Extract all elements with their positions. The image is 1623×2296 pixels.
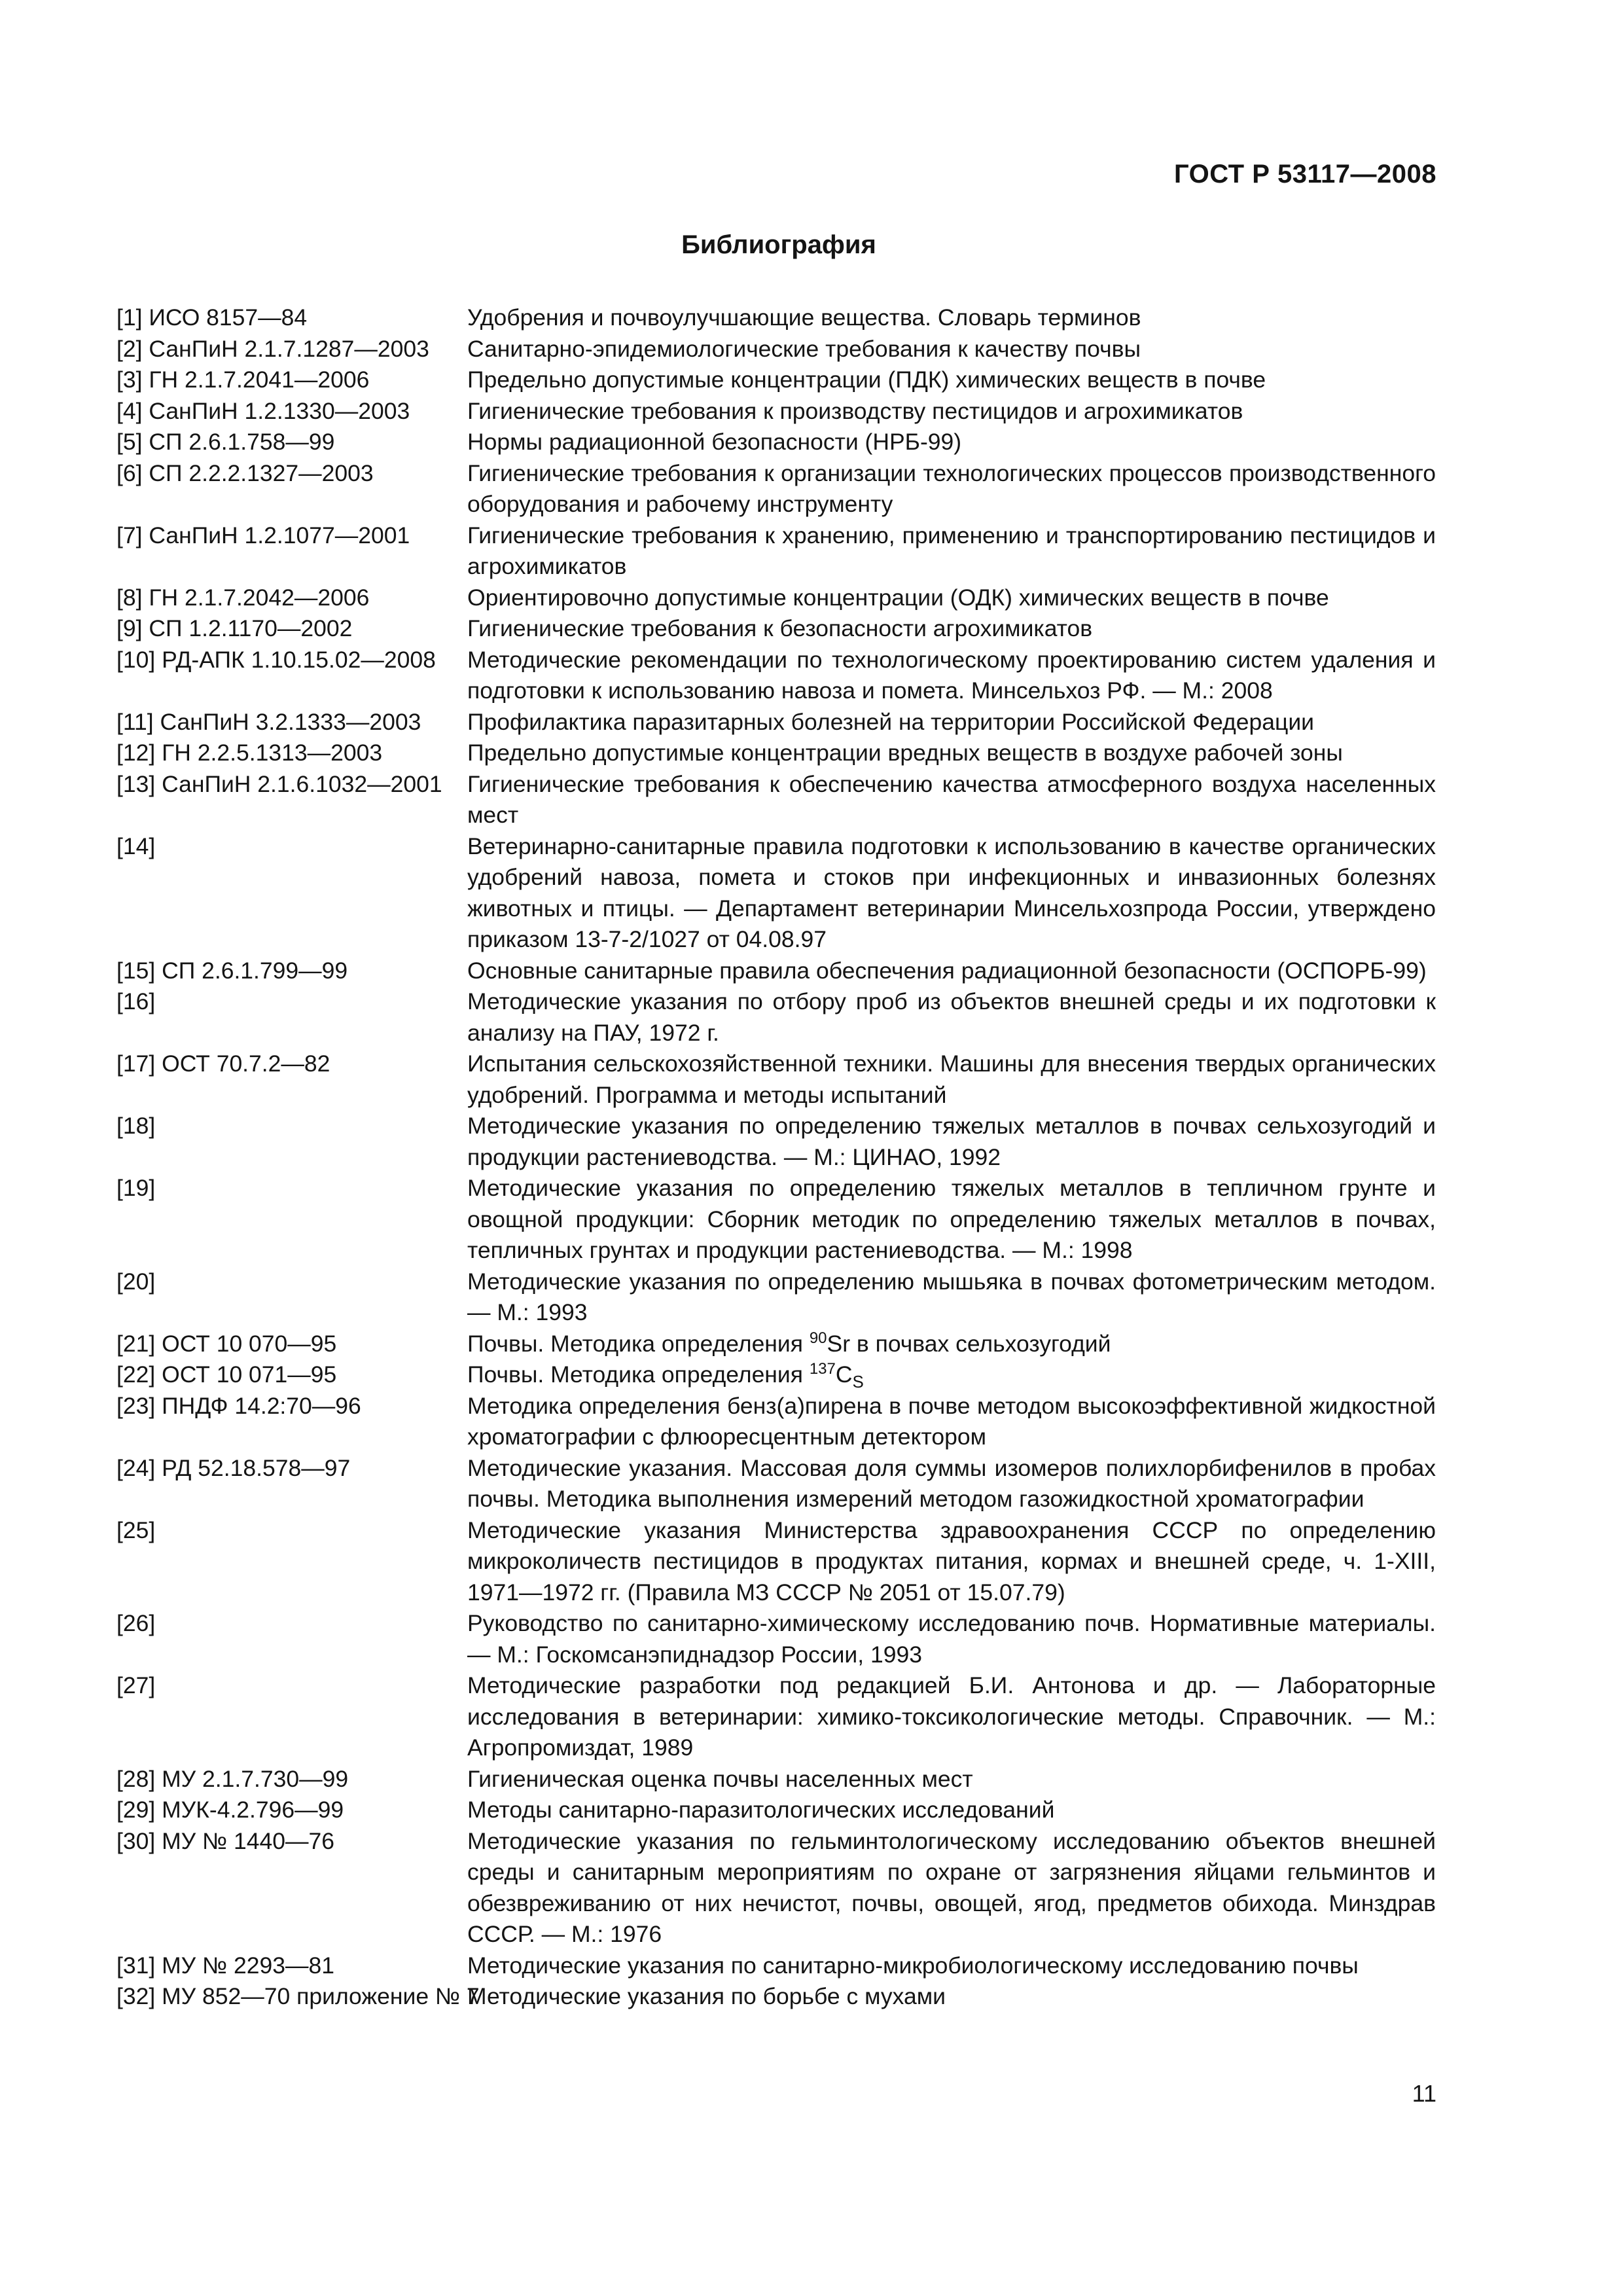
entry-reference: [10] РД-АПК 1.10.15.02—2008: [116, 646, 436, 673]
bibliography-entry: [116, 302, 1436, 334]
entry-reference: [30] МУ № 1440—76: [116, 1827, 334, 1854]
entry-reference: [1] ИСО 8157—84: [116, 304, 308, 331]
bibliography-entry: [116, 956, 1436, 987]
entry-subscript: S: [852, 1372, 864, 1392]
entry-reference: [23] ПНДФ 14.2:70—96: [116, 1392, 361, 1419]
entry-description: Методические указания по санитарно-микробиологическому исследованию почвы: [467, 1952, 1359, 1979]
bibliography-entry: [116, 1515, 1436, 1609]
bibliography-entry: [116, 1950, 1436, 1982]
bibliography-list: [116, 302, 1436, 2013]
bibliography-entry: [116, 1795, 1436, 1826]
bibliography-entry: [116, 396, 1436, 427]
entry-description: Основные санитарные правила обеспечения радиационной безопасности (ОСПОРБ-99): [467, 957, 1427, 984]
entry-description: [467, 1329, 1436, 1360]
bibliography-entry: [116, 1826, 1436, 1950]
bibliography-entry: [116, 1608, 1436, 1670]
entry-description: Профилактика паразитарных болезней на территории Российской Федерации: [467, 708, 1314, 735]
entry-description: Гигиеническая оценка почвы населенных мест: [467, 1765, 973, 1792]
isotope-mass-number: 137: [809, 1360, 836, 1378]
entry-reference: [3] ГН 2.1.7.2041—2006: [116, 367, 370, 393]
entry-reference: [11] СанПиН 3.2.1333—2003: [116, 708, 421, 735]
bibliography-entry: [116, 645, 1436, 707]
entry-reference: [16]: [116, 988, 156, 1014]
entry-text: Почвы. Методика определения: [467, 1361, 810, 1388]
isotope-mass-number: 90: [809, 1329, 827, 1347]
entry-description: Гигиенические требования к безопасности агрохимикатов: [467, 615, 1093, 641]
entry-description: Гигиенические требования к производству пестицидов и агрохимикатов: [467, 397, 1243, 424]
entry-reference: [17] ОСТ 70.7.2—82: [116, 1050, 330, 1077]
bibliography-entry: [116, 458, 1436, 520]
entry-text: C: [835, 1361, 853, 1388]
bibliography-entry: [116, 1173, 1436, 1266]
entry-reference: [24] РД 52.18.578—97: [116, 1454, 351, 1481]
entry-description: [467, 1359, 1436, 1391]
bibliography-entry: [116, 1453, 1436, 1515]
page-number: 11: [1412, 2080, 1436, 2107]
entry-description: Предельно допустимые концентрации (ПДК) химических веществ в почве: [467, 367, 1266, 393]
entry-reference: [28] МУ 2.1.7.730—99: [116, 1765, 349, 1792]
entry-description: Методические указания по борьбе с мухами: [467, 1983, 946, 2009]
entry-reference: [27]: [116, 1672, 156, 1698]
entry-description: Предельно допустимые концентрации вредных веществ в воздухе рабочей зоны: [467, 740, 1343, 766]
entry-description: Методические указания по гельминтологическому исследованию объектов внешней среды и санитарным мероприятиям по охране от загрязнения яйцами гельминтов и обезвреживанию от них нечистот, почвы, овощей, ягод, предметов обихода. Минздрав СССР. — М.: 1976: [467, 1827, 1436, 1947]
bibliography-entry: [116, 1111, 1436, 1173]
entry-reference: [7] СанПиН 1.2.1077—2001: [116, 522, 410, 548]
bibliography-entry: [116, 1359, 1436, 1391]
bibliography-entry: [116, 334, 1436, 365]
bibliography-entry: [116, 769, 1436, 831]
bibliography-entry: [116, 1391, 1436, 1453]
entry-description: Методические разработки под редакцией Б.И. Антонова и др. — Лабораторные исследования в ветеринарии: химико-токсикологические методы. Справочник. — М.: Агропромиздат, 1989: [467, 1672, 1436, 1761]
bibliography-entry: [116, 520, 1436, 583]
bibliography-entry: [116, 1329, 1436, 1360]
entry-description: Ветеринарно-санитарные правила подготовки к использованию в качестве органических удобрений навоза, помета и стоков при инфекционных и инвазионных болезнях животных и птицы. — Департамент ветеринарии Минсельхозпрода России, утверждено приказом 13-7-2/1027 от 04.08.97: [467, 833, 1436, 952]
entry-description: Гигиенические требования к организации технологических процессов производственного оборудования и рабочему инструменту: [467, 459, 1436, 517]
entry-description: Методика определения бенз(а)пирена в почве методом высокоэффективной жидкостной хроматографии с флюоресцентным детектором: [467, 1392, 1436, 1450]
bibliography-entry: [116, 707, 1436, 738]
bibliography-entry: [116, 738, 1436, 769]
entry-reference: [22] ОСТ 10 071—95: [116, 1361, 337, 1388]
entry-reference: [19]: [116, 1175, 156, 1201]
entry-text: Почвы. Методика определения: [467, 1330, 810, 1357]
entry-description: Санитарно-эпидемиологические требования к качеству почвы: [467, 335, 1141, 362]
bibliography-entry: [116, 831, 1436, 956]
entry-reference: [31] МУ № 2293—81: [116, 1952, 334, 1979]
bibliography-entry: [116, 1764, 1436, 1795]
entry-reference: [25]: [116, 1516, 156, 1543]
entry-reference: [5] СП 2.6.1.758—99: [116, 429, 335, 455]
entry-description: Методические указания Министерства здравоохранения СССР по определению микроколичеств пестицидов в продуктах питания, кормах и внешней среде, ч. 1-XIII, 1971—1972 гг. (Правила МЗ СССР № 2051 от 15.07.79): [467, 1516, 1436, 1605]
entry-description: Удобрения и почвоулучшающие вещества. Словарь терминов: [467, 304, 1141, 331]
bibliography-entry: [116, 1049, 1436, 1111]
entry-description: Методы санитарно-паразитологических исследований: [467, 1797, 1055, 1823]
entry-reference: [9] СП 1.2.1170—2002: [116, 615, 353, 641]
entry-reference: [12] ГН 2.2.5.1313—2003: [116, 740, 383, 766]
entry-reference: [32] МУ 852—70 приложение № 7: [116, 1983, 480, 2009]
entry-reference: [15] СП 2.6.1.799—99: [116, 957, 348, 984]
entry-reference: [13] СанПиН 2.1.6.1032—2001: [116, 770, 442, 797]
entry-description: Руководство по санитарно-химическому исследованию почв. Нормативные материалы. — М.: Госкомсанэпиднадзор России, 1993: [467, 1610, 1436, 1668]
entry-reference: [4] СанПиН 1.2.1330—2003: [116, 397, 410, 424]
entry-description: Гигиенические требования к хранению, применению и транспортированию пестицидов и агрохимикатов: [467, 522, 1436, 579]
entry-description: Методические рекомендации по технологическому проектированию систем удаления и подготовки к использованию навоза и помета. Минсельхоз РФ. — М.: 2008: [467, 646, 1436, 704]
bibliography-entry: [116, 1670, 1436, 1764]
entry-description: Ориентировочно допустимые концентрации (ОДК) химических веществ в почве: [467, 584, 1329, 611]
entry-description: Испытания сельскохозяйственной техники. Машины для внесения твердых органических удобрений. Программа и методы испытаний: [467, 1050, 1436, 1108]
entry-reference: [21] ОСТ 10 070—95: [116, 1330, 337, 1357]
entry-description: Методические указания по определению тяжелых металлов в почвах сельхозугодий и продукции растениеводства. — М.: ЦИНАО, 1992: [467, 1113, 1436, 1170]
entry-description: Методические указания по определению мышьяка в почвах фотометрическим методом. — М.: 1993: [467, 1268, 1436, 1325]
bibliography-entry: [116, 613, 1436, 645]
bibliography-entry: [116, 365, 1436, 396]
entry-reference: [18]: [116, 1113, 156, 1139]
entry-description: Методические указания. Массовая доля суммы изомеров полихлорбифенилов в пробах почвы. Методика выполнения измерений методом газожидкостной хроматографии: [467, 1454, 1436, 1512]
entry-description: Гигиенические требования к обеспечению качества атмосферного воздуха населенных мест: [467, 770, 1436, 828]
entry-reference: [14]: [116, 833, 156, 859]
bibliography-entry: [116, 986, 1436, 1049]
bibliography-entry: [116, 583, 1436, 614]
bibliography-entry: [116, 1981, 1436, 2013]
entry-reference: [29] МУК-4.2.796—99: [116, 1797, 344, 1823]
entry-reference: [2] СанПиН 2.1.7.1287—2003: [116, 335, 429, 362]
entry-description: Нормы радиационной безопасности (НРБ-99): [467, 429, 962, 455]
entry-reference: [26]: [116, 1610, 156, 1636]
bibliography-title: Библиография: [681, 230, 876, 259]
entry-description: Методические указания по отбору проб из объектов внешней среды и их подготовки к анализу на ПАУ, 1972 г.: [467, 988, 1436, 1046]
entry-description: Методические указания по определению тяжелых металлов в тепличном грунте и овощной продукции: Сборник методик по определению тяжелых металлов в почвах, тепличных грунтах и продукции растениеводства. — М.: 1998: [467, 1175, 1436, 1263]
bibliography-entry: [116, 427, 1436, 458]
entry-reference: [20]: [116, 1268, 156, 1295]
entry-reference: [6] СП 2.2.2.1327—2003: [116, 459, 374, 486]
document-code: ГОСТ Р 53117—2008: [1174, 160, 1436, 188]
bibliography-entry: [116, 1266, 1436, 1329]
entry-text: Sr в почвах сельхозугодий: [827, 1330, 1111, 1357]
entry-reference: [8] ГН 2.1.7.2042—2006: [116, 584, 370, 611]
